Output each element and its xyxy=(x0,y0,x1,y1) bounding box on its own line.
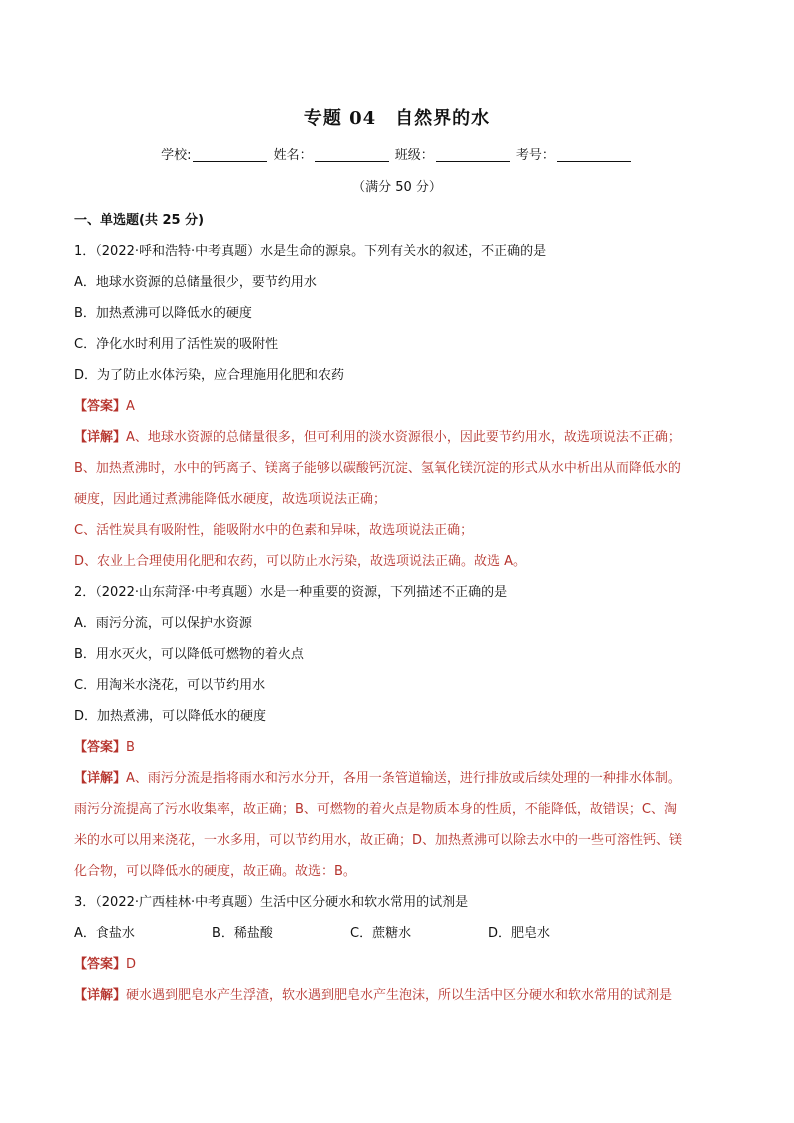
q1-option-b: B．加热煮沸可以降低水的硬度 xyxy=(74,306,252,321)
q1-explain-line-4: C、活性炭具有吸附性，能吸附水中的色素和异味，故选项说法正确； xyxy=(74,523,474,538)
document-title: 专题 04 自然界的水 xyxy=(303,108,491,129)
q1-option-c: C．净化水时利用了活性炭的吸附性 xyxy=(74,337,279,352)
q1-explain-line-5: D、农业上合理使用化肥和农药，可以防止水污染，故选项说法正确。故选 A。 xyxy=(74,554,527,569)
q2-explain-line-2: 雨污分流提高了污水收集率，故正确；B、可燃物的着火点是物质本身的性质，不能降低，故错误；C、淘 xyxy=(74,802,677,817)
answer-value: B xyxy=(126,740,135,755)
explain-tag: 【详解】 xyxy=(74,988,127,1003)
q1-stem: 1．（2022·呼和浩特·中考真题）水是生命的源泉。下列有关水的叙述，不正确的是 xyxy=(74,244,547,259)
explain-tag: 【详解】 xyxy=(74,771,127,786)
q2-explain-line-4: 化合物，可以降低水的硬度，故正确。故选：B。 xyxy=(74,864,356,879)
class-blank xyxy=(436,147,510,162)
explain-text: A、地球水资源的总储量很多，但可利用的淡水资源很小，因此要节约用水，故选项说法不正确； xyxy=(126,430,681,445)
q3-explain-line-1 xyxy=(74,980,724,1011)
q3-option-a: A．食盐水 xyxy=(74,926,135,941)
number-label: 考号： xyxy=(515,148,555,163)
q1-answer xyxy=(74,391,724,422)
q2-stem: 2．（2022·山东菏泽·中考真题）水是一种重要的资源，下列描述不正确的是 xyxy=(74,585,508,600)
student-info-line xyxy=(0,144,794,163)
school-blank xyxy=(193,147,267,162)
q3-option-d: D．肥皂水 xyxy=(488,926,551,941)
explain-text: A、雨污分流是指将雨水和污水分开，各用一条管道输送，进行排放或后续处理的一种排水体制。 xyxy=(126,771,681,786)
q2-option-d: D．加热煮沸，可以降低水的硬度 xyxy=(74,709,267,724)
name-blank xyxy=(315,147,389,162)
answer-tag: 【答案】 xyxy=(74,957,127,972)
q3-stem: 3．（2022·广西桂林·中考真题）生活中区分硬水和软水常用的试剂是 xyxy=(74,895,469,910)
q2-option-a: A．雨污分流，可以保护水资源 xyxy=(74,616,252,631)
answer-tag: 【答案】 xyxy=(74,399,127,414)
number-blank xyxy=(557,147,631,162)
q3-option-c: C．蔗糖水 xyxy=(350,926,412,941)
q1-explain-line-1 xyxy=(74,422,724,453)
explain-text: 硬水遇到肥皂水产生浮渣，软水遇到肥皂水产生泡沫，所以生活中区分硬水和软水常用的试剂是 xyxy=(126,988,673,1003)
explain-tag: 【详解】 xyxy=(74,430,127,445)
answer-value: A xyxy=(126,399,135,414)
full-marks: （满分 50 分） xyxy=(352,180,442,195)
class-label: 班级： xyxy=(394,148,434,163)
q1-explain-line-2: B、加热煮沸时，水中的钙离子、镁离子能够以碳酸钙沉淀、氢氧化镁沉淀的形式从水中析出从而降低水的 xyxy=(74,461,681,476)
exam-body xyxy=(74,205,724,1011)
school-label: 学校: xyxy=(161,148,192,163)
name-label: 姓名： xyxy=(273,148,313,163)
q2-option-c: C．用淘米水浇花，可以节约用水 xyxy=(74,678,266,693)
q3-options xyxy=(74,918,724,949)
section-heading: 一、单选题(共 25 分) xyxy=(74,213,205,228)
q2-explain-line-3: 米的水可以用来浇花，一水多用，可以节约用水，故正确；D、加热煮沸可以除去水中的一些可溶性钙、镁 xyxy=(74,833,683,848)
q1-option-d: D．为了防止水体污染，应合理施用化肥和农药 xyxy=(74,368,345,383)
answer-tag: 【答案】 xyxy=(74,740,127,755)
q2-option-b: B．用水灭火，可以降低可燃物的着火点 xyxy=(74,647,304,662)
answer-value: D xyxy=(126,957,137,972)
q3-option-b: B．稀盐酸 xyxy=(212,926,273,941)
q3-answer xyxy=(74,949,724,980)
q1-explain-line-3: 硬度，因此通过煮沸能降低水硬度，故选项说法正确； xyxy=(74,492,387,507)
q1-option-a: A．地球水资源的总储量很少，要节约用水 xyxy=(74,275,317,290)
q2-explain-line-1 xyxy=(74,763,724,794)
q2-answer xyxy=(74,732,724,763)
